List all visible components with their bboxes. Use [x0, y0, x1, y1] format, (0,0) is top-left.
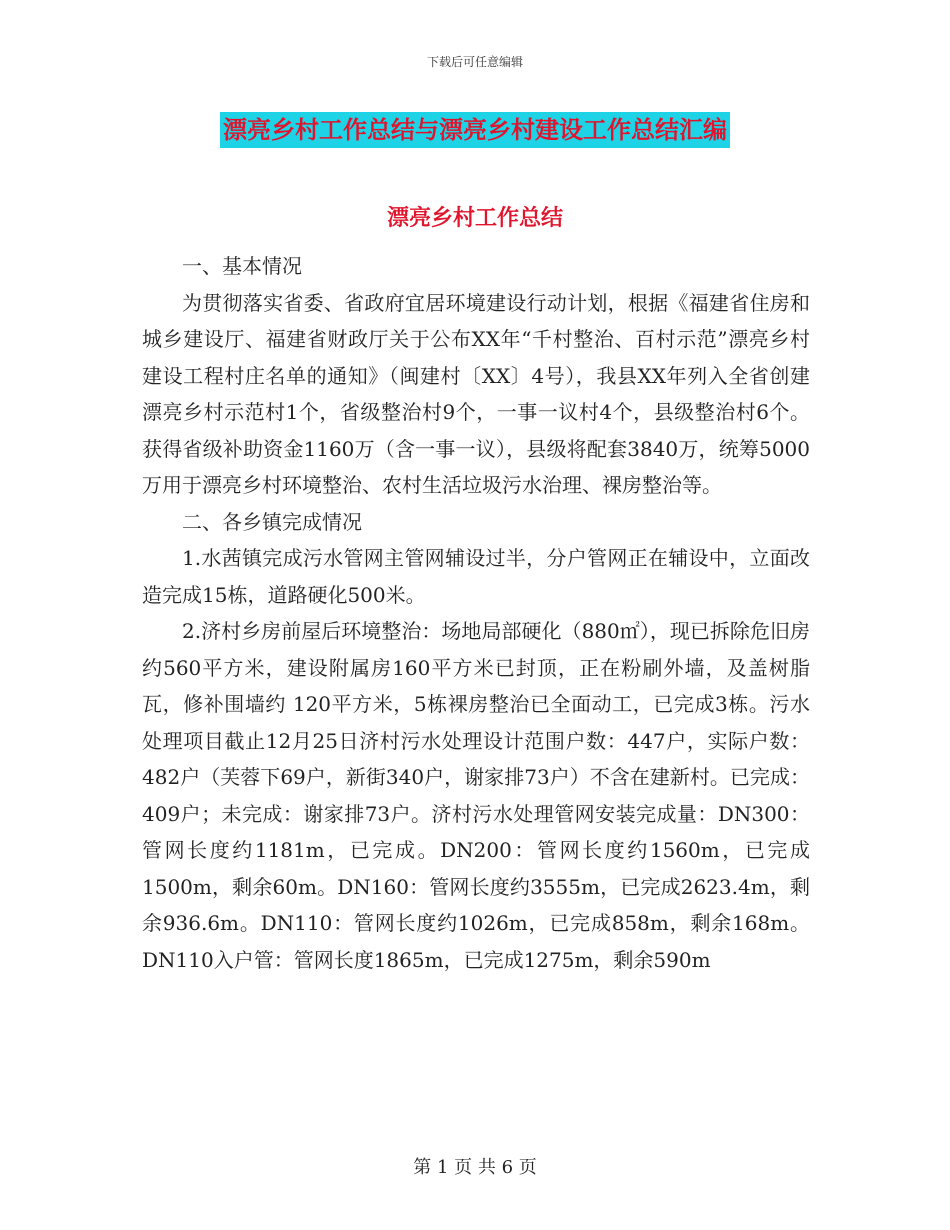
- paragraph-jicun-township: 2.济村乡房前屋后环境整治：场地局部硬化（880㎡），现已拆除危旧房约560平方米，建设附属房160平方米已封顶，正在粉刷外墙，及盖树脂瓦，修补围墙约 120平方米，5栋裸房整治已全面动工，已完成3栋。污水处理项目截止12月25日济村污水处理设计范围户数：447户，实际户数：482户（芙蓉下69户，新街340户，谢家排73户）不含在建新村。已完成：409户；未完成：谢家排73户。济村污水处理管网安装完成量：DN300：管网长度约1181m，已完成。DN200：管网长度约1560m，已完成1500m，剩余60m。DN160：管网长度约3555m，已完成2623.4m，剩余936.6m。DN110：管网长度约1026m，已完成858m，剩余168m。DN110入户管：管网长度1865m，已完成1275m，剩余590m: [142, 619, 810, 972]
- heading-township-progress: 二、各乡镇完成情况: [182, 509, 362, 534]
- paragraph-basic-situation: 为贯彻落实省委、省政府宜居环境建设行动计划，根据《福建省住房和城乡建设厅、福建省财政厅关于公布XX年“千村整治、百村示范”漂亮乡村建设工程村庄名单的通知》（闽建村〔XX〕4号），我县XX年列入全省创建漂亮乡村示范村1个，省级整治村9个，一事一议村4个，县级整治村6个。获得省级补助资金1160万（含一事一议），县级将配套3840万，统筹5000万用于漂亮乡村环境整治、农村生活垃圾污水治理、裸房整治等。: [142, 290, 810, 497]
- paragraph-shuiqian-town: 1.水茜镇完成污水管网主管网辅设过半，分户管网正在辅设中，立面改造完成15栋，道路硬化500米。: [142, 546, 810, 607]
- page-header: 下载后可任意编辑: [426, 55, 523, 69]
- document-body: [142, 248, 810, 978]
- document-title: [0, 112, 950, 148]
- page-number: 第 1 页 共 6 页: [413, 1157, 537, 1178]
- section-title: 漂亮乡村工作总结: [386, 205, 563, 231]
- heading-basic-situation: 一、基本情况: [182, 254, 302, 278]
- document-title-text: 漂亮乡村工作总结与漂亮乡村建设工作总结汇编: [220, 112, 730, 148]
